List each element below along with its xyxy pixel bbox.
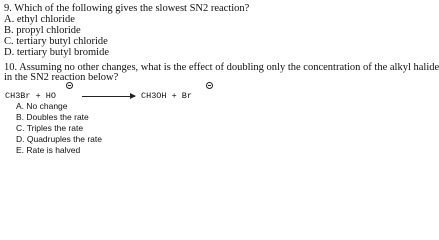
- reaction-arrow-icon: [82, 96, 135, 97]
- question-10-stem-line-1: 10. Assuming no other changes, what is the effect of doubling only the concentration of the alkyl halide: [4, 62, 439, 73]
- bromide-charge-icon: [206, 82, 213, 89]
- question-10-option-b: B. Doubles the rate: [16, 112, 89, 122]
- question-9-option-c: C. tertiary butyl chloride: [4, 36, 108, 47]
- question-10-stem-line-2: in the SN2 reaction below?: [4, 72, 119, 83]
- question-9-option-d: D. tertiary butyl bromide: [4, 47, 109, 58]
- question-9-stem: 9. Which of the following gives the slowest SN2 reaction?: [4, 3, 250, 14]
- reaction-reactants: CH3Br + HO: [5, 91, 57, 101]
- reaction-products: CH3OH + Br: [141, 91, 193, 101]
- hydroxide-charge-icon: [66, 82, 73, 89]
- question-10-option-d: D. Quadruples the rate: [16, 134, 102, 144]
- question-9-option-b: B. propyl chloride: [4, 25, 81, 36]
- question-10-option-a: A. No change: [16, 101, 68, 111]
- question-10-option-c: C. Triples the rate: [16, 123, 84, 133]
- question-9-option-a: A. ethyl chloride: [4, 14, 75, 25]
- question-10-option-e: E. Rate is halved: [16, 145, 81, 155]
